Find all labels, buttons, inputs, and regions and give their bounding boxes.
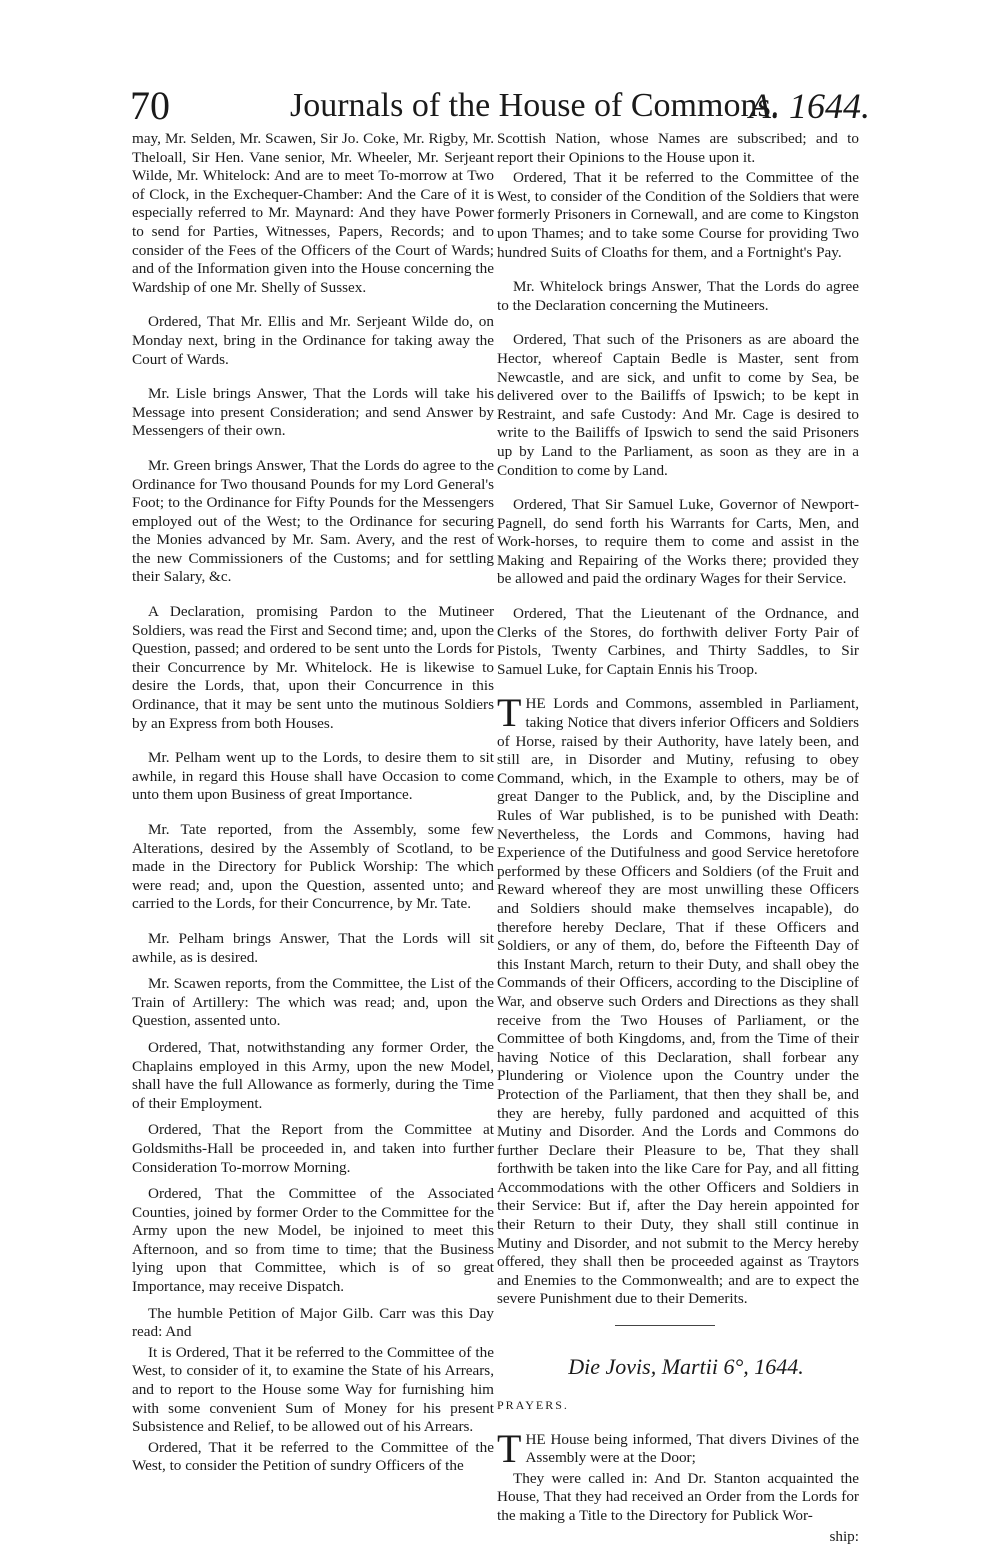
paragraph: Ordered, That Mr. Ellis and Mr. Serjeant Wilde do, on Monday next, bring in the Ordinance for taking away the Court of Wards. bbox=[132, 313, 494, 368]
page-header bbox=[130, 80, 870, 132]
page-number: 70 bbox=[130, 83, 170, 128]
paragraph: They were called in: And Dr. Stanton acquainted the House, That they had received an Order from the Lords for the making a Title to the Directory for Publick Wor- bbox=[497, 1469, 859, 1524]
paragraph: Ordered, That it be referred to the Committee of the West, to consider of the Condition of the Soldiers that were formerly Prisoners in Cornewall, and are come to Kingston upon Thames; and to take some Course for providing Two hundred Suits of Cloaths for them, and a Fortnight's Pay. bbox=[497, 169, 859, 261]
catchword: ship: bbox=[829, 1527, 859, 1545]
paragraph bbox=[497, 1425, 859, 1471]
paragraph: Ordered, That Sir Samuel Luke, Governor of Newport-Pagnell, do send forth his Warrants for Carts, Men, and Work-horses, to require them to come and assist in the Making and Repairing of the Works there; provided they be allowed and paid the ordinary Wages for their Service. bbox=[497, 496, 859, 588]
paragraph: Mr. Pelham went up to the Lords, to desire them to sit awhile, in regard this House shall have Occasion to come unto them upon Business of great Importance. bbox=[132, 749, 494, 804]
day-heading: Die Jovis, Martii 6°, 1644. bbox=[568, 1354, 804, 1380]
section-divider bbox=[615, 1325, 715, 1326]
prayers-label: PRAYERS. bbox=[497, 1398, 569, 1413]
journal-title: Journals of the House of Commons. bbox=[290, 87, 780, 124]
drop-cap: T bbox=[497, 690, 522, 736]
paragraph: may, Mr. Selden, Mr. Scawen, Sir Jo. Coke, Mr. Rigby, Mr. Theloall, Sir Hen. Vane senior, Mr. Wheeler, Mr. Serjeant Wilde, Mr. Whitelock: And are to meet To-morrow at Two of Clock, in the Exchequer-Chamber: And the Care of it is especially referred to Mr. Maynard: And they have Power to send for Parties, Witnesses, Papers, Records; and to consider of the Fees of the Officers of the Court of Wards; and of the Information given into the House concerning the Wardship of one Mr. Shelly of Sussex. bbox=[132, 130, 494, 296]
paragraph: Mr. Scawen reports, from the Committee, the List of the Train of Artillery: The which was read; and, upon the Question, assented unto. bbox=[132, 975, 494, 1030]
paragraph: Mr. Tate reported, from the Assembly, some few Alterations, desired by the Assembly of Scotland, to be made in the Directory for Publick Worship: The which were read; and, upon the Question, assented unto; and carried to the Lords, for their Concurrence, by Mr. Tate. bbox=[132, 821, 494, 913]
paragraph: A Declaration, promising Pardon to the Mutineer Soldiers, was read the First and Second time; and, upon the Question, passed; and ordered to be sent unto the Lords for their Concurrence by Mr. Whitelock. He is likewise to desire the Lords, that, upon their Concurrence in this Ordinance, that it may be sent unto the mutinous Soldiers by an Express from both Houses. bbox=[132, 603, 494, 732]
paragraph: The humble Petition of Major Gilb. Carr was this Day read: And bbox=[132, 1304, 494, 1341]
left-column bbox=[132, 130, 494, 1478]
declaration-text bbox=[497, 690, 859, 1309]
page-year: A. 1644. bbox=[749, 86, 870, 126]
paragraph: Ordered, That such of the Prisoners as are aboard the Hector, whereof Captain Bedle is Master, sent from Newcastle, and are sick, and unfit to come by Sea, be delivered over to the Bailiffs of Ipswich; to be kept in Restraint, and safe Custody: And Mr. Cage is desired to write to the Bailiffs of Ipswich to send the said Prisoners up by Land to the Parliament, as soon as they are in a Condition to come by Land. bbox=[497, 331, 859, 479]
paragraph: Mr. Pelham brings Answer, That the Lords will sit awhile, as is desired. bbox=[132, 929, 494, 966]
drop-cap: T bbox=[497, 1425, 522, 1471]
paragraph: Scottish Nation, whose Names are subscribed; and to report their Opinions to the House upon it. bbox=[497, 130, 859, 166]
paragraph: It is Ordered, That it be referred to the Committee of the West, to consider of it, to examine the State of his Arrears, and to report to the House some Way for furnishing him with some convenient Sum of Money for his present Subsistence and Relief, to be allowed out of his Arrears. bbox=[132, 1343, 494, 1436]
paragraph: Mr. Lisle brings Answer, That the Lords will take his Message into present Consideration; and send Answer by Messengers of their own. bbox=[132, 385, 494, 440]
paragraph: Ordered, That the Lieutenant of the Ordnance, and Clerks of the Stores, do forthwith deliver Forty Pair of Pistols, Twenty Carbines, and Thirty Saddles, to Sir Samuel Luke, for Captain Ennis his Troop. bbox=[497, 605, 859, 678]
declaration-body: HE Lords and Commons, assembled in Parliament, taking Notice that divers inferior Officers and Soldiers of Horse, raised by their Authority, have lately been, and still are, in Disorder and Mutiny, refusing to obey Command, which, in the Example to others, may be of great Danger to the Publick, and, by the Discipline and Rules of War published, is to be punished with Death: Nevertheless, the Lords and Commons, having had Experience of the Dutifulness and good Service heretofore performed by these Officers and Soldiers (of the Fruit and Reward whereof they are most unwilling these Officers and Soldiers should make themselves incapable), do therefore hereby Declare, That if these Officers and Soldiers, or any of them, do, before the Fifteenth Day of this Instant March, return to their Duty, and shall obey the Commands of their Officers, according to the Discipline of War, and observe such Orders and Directions as they shall receive from the Two Houses of Parliament, or the Committee of both Kingdoms, and, from the Time of their having Notice of this Declaration, shall forbear any Plundering or Violence upon the Country under the Protection of the Parliament, that then they shall be, and they are hereby, fully pardoned and acquitted of this Mutiny and Disorder. And the Lords and Commons do further Declare their Pleasure to be, That they shall forthwith be taken into the like Care for Pay, and all fitting Accommodations with the other Officers and Soldiers in their Service: But if, after the Day herein appointed for their Return to their Duty, they shall still continue in Mutiny and Disorder, and not submit to the Mercy hereby offered, they shall then be proceeded against as Traytors and Enemies to the Commonwealth; and are to expect the severe Punishment due to their Demerits. bbox=[497, 695, 859, 1308]
paragraph: Ordered, That it be referred to the Committee of the West, to consider the Petition of sundry Officers of the bbox=[132, 1438, 494, 1475]
final-text-1: HE House being informed, That divers Divines of the Assembly were at the Door; bbox=[525, 1430, 859, 1467]
right-column bbox=[497, 130, 859, 1562]
paragraph: Ordered, That the Committee of the Associated Counties, joined by former Order to the Committee for the Army upon the new Model, be injoined to meet this Afternoon, and so from time to time; that the Business lying upon that Committee, which is of so great Importance, may receive Dispatch. bbox=[132, 1185, 494, 1296]
paragraph: Mr. Green brings Answer, That the Lords do agree to the Ordinance for Two thousand Pounds for my Lord General's Foot; to the Ordinance for Fifty Pounds for the Messengers employed out of the West; to the Ordinance for securing the Monies advanced by Mr. Sam. Avery, and the rest of the new Commissioners of the Customs; and for settling their Salary, &c. bbox=[132, 456, 494, 586]
paragraph: Ordered, That the Report from the Committee at Goldsmiths-Hall be proceeded in, and taken into further Consideration To-morrow Morning. bbox=[132, 1121, 494, 1176]
paragraph: Mr. Whitelock brings Answer, That the Lords do agree to the Declaration concerning the Mutineers. bbox=[497, 278, 859, 314]
paragraph: Ordered, That, notwithstanding any former Order, the Chaplains employed in this Army, upon the new Model, shall have the full Allowance as formerly, during the Time of their Employment. bbox=[132, 1038, 494, 1112]
